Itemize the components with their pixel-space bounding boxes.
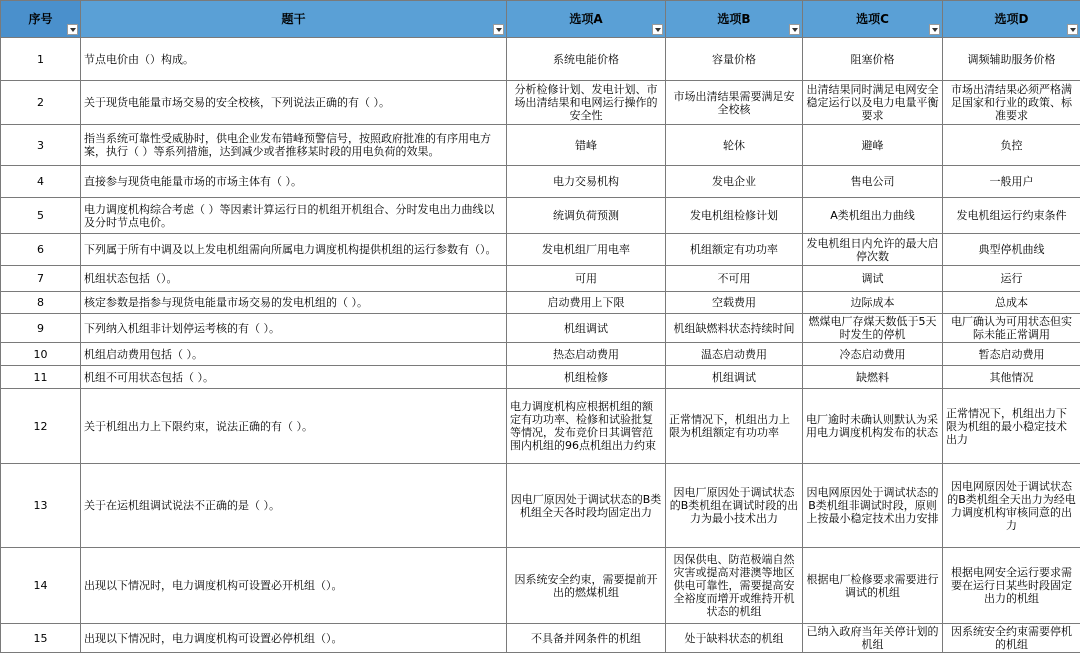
cell-no[interactable]: 2 (1, 81, 81, 125)
table-row (1, 81, 1080, 125)
cell-option-d[interactable]: 调频辅助服务价格 (943, 38, 1080, 81)
cell-option-c[interactable]: 出清结果同时满足电网安全稳定运行以及电力电量平衡要求 (803, 81, 943, 125)
header-label: 选项B (717, 11, 751, 26)
table-row (1, 292, 1080, 314)
cell-option-d[interactable]: 负控 (943, 125, 1080, 166)
cell-no[interactable]: 13 (1, 464, 81, 548)
cell-option-b[interactable]: 机组缺燃料状态持续时间 (666, 314, 803, 343)
cell-question[interactable]: 下列属于所有中调及以上发电机组需向所属电力调度机构提供机组的运行参数有（）。 (81, 234, 507, 266)
cell-option-d[interactable]: 其他情况 (943, 366, 1080, 389)
cell-option-b[interactable]: 不可用 (666, 266, 803, 292)
cell-option-d[interactable]: 电厂确认为可用状态但实际未能正常调用 (943, 314, 1080, 343)
cell-option-d[interactable]: 发电机组运行约束条件 (943, 198, 1080, 234)
cell-option-b[interactable]: 机组额定有功功率 (666, 234, 803, 266)
cell-option-a[interactable]: 启动费用上下限 (507, 292, 666, 314)
cell-option-d[interactable]: 典型停机曲线 (943, 234, 1080, 266)
table-row (1, 624, 1080, 653)
cell-option-a[interactable]: 发电机组厂用电率 (507, 234, 666, 266)
table-row (1, 125, 1080, 166)
cell-question[interactable]: 直接参与现货电能量市场的市场主体有（ ）。 (81, 166, 507, 198)
cell-option-c[interactable]: 因电网原因处于调试状态的B类机组非调试时段，原则上按最小稳定技术出力安排 (803, 464, 943, 548)
cell-no[interactable]: 6 (1, 234, 81, 266)
table-row (1, 166, 1080, 198)
filter-dropdown-icon[interactable] (929, 24, 940, 35)
header-option-b (666, 1, 803, 38)
cell-option-b[interactable]: 市场出清结果需要满足安全校核 (666, 81, 803, 125)
cell-option-b[interactable]: 发电机组检修计划 (666, 198, 803, 234)
cell-option-b[interactable]: 容量价格 (666, 38, 803, 81)
table-row (1, 266, 1080, 292)
cell-option-d[interactable]: 因电网原因处于调试状态的B类机组全天出力为经电力调度机构审核同意的出力 (943, 464, 1080, 548)
cell-option-c[interactable]: 避峰 (803, 125, 943, 166)
cell-option-d[interactable]: 市场出清结果必须严格满足国家和行业的政策、标准要求 (943, 81, 1080, 125)
cell-option-a[interactable]: 统调负荷预测 (507, 198, 666, 234)
cell-question[interactable]: 核定参数是指参与现货电能量市场交易的发电机组的（ ）。 (81, 292, 507, 314)
cell-option-b[interactable]: 机组调试 (666, 366, 803, 389)
cell-option-d[interactable]: 根据电网安全运行要求需要在运行日某些时段固定出力的机组 (943, 548, 1080, 624)
header-row (1, 1, 1080, 38)
cell-option-d[interactable]: 总成本 (943, 292, 1080, 314)
cell-option-c[interactable]: 根据电厂检修要求需要进行调试的机组 (803, 548, 943, 624)
cell-option-c[interactable]: 燃煤电厂存煤天数低于5天时发生的停机 (803, 314, 943, 343)
table-row (1, 198, 1080, 234)
header-label: 选项A (569, 11, 603, 26)
table-row (1, 389, 1080, 464)
cell-option-d[interactable]: 因系统安全约束需要停机的机组 (943, 624, 1080, 653)
cell-question[interactable]: 机组不可用状态包括（ ）。 (81, 366, 507, 389)
cell-option-a[interactable]: 分析检修计划、发电计划、市场出清结果和电网运行操作的安全性 (507, 81, 666, 125)
cell-no[interactable]: 5 (1, 198, 81, 234)
header-option-d (943, 1, 1080, 38)
table-row (1, 343, 1080, 366)
cell-question[interactable]: 指当系统可靠性受威胁时，供电企业发布错峰预警信号，按照政府批准的有序用电方案，执行（ ）等系列措施，达到减少或者推移某时段的用电负荷的效果。 (81, 125, 507, 166)
header-label: 序号 (28, 11, 53, 26)
table-row (1, 314, 1080, 343)
cell-question[interactable]: 出现以下情况时，电力调度机构可设置必开机组（）。 (81, 548, 507, 624)
cell-option-d[interactable]: 正常情况下，机组出力下限为机组的最小稳定技术出力 (943, 389, 1080, 464)
cell-no[interactable]: 1 (1, 38, 81, 81)
cell-option-a[interactable]: 不具备并网条件的机组 (507, 624, 666, 653)
cell-no[interactable]: 12 (1, 389, 81, 464)
filter-dropdown-icon[interactable] (67, 24, 78, 35)
cell-option-d[interactable]: 暂态启动费用 (943, 343, 1080, 366)
cell-option-b[interactable]: 因保供电、防范极端自然灾害或提高对港澳等地区供电可靠性，需要提高安全裕度而增开或维持开机状态的机组 (666, 548, 803, 624)
header-label: 题干 (281, 11, 306, 26)
cell-option-a[interactable]: 因电厂原因处于调试状态的B类机组全天各时段均固定出力 (507, 464, 666, 548)
header-label: 选项C (856, 11, 889, 26)
cell-no[interactable]: 8 (1, 292, 81, 314)
cell-option-c[interactable]: 边际成本 (803, 292, 943, 314)
cell-option-a[interactable]: 错峰 (507, 125, 666, 166)
cell-no[interactable]: 3 (1, 125, 81, 166)
cell-option-b[interactable]: 轮休 (666, 125, 803, 166)
cell-no[interactable]: 9 (1, 314, 81, 343)
cell-option-c[interactable]: 售电公司 (803, 166, 943, 198)
table-row (1, 548, 1080, 624)
cell-option-a[interactable]: 热态启动费用 (507, 343, 666, 366)
cell-option-a[interactable]: 电力调度机构应根据机组的额定有功功率、检修和试验批复等情况，发布竞价日其调管范围内机组的96点机组出力约束 (507, 389, 666, 464)
cell-question[interactable]: 关于现货电能量市场交易的安全校核，下列说法正确的有（ ）。 (81, 81, 507, 125)
cell-option-d[interactable]: 一般用户 (943, 166, 1080, 198)
header-option-c (803, 1, 943, 38)
cell-option-c[interactable]: 发电机组日内允许的最大启停次数 (803, 234, 943, 266)
cell-question[interactable]: 关于机组出力上下限约束，说法正确的有（ ）。 (81, 389, 507, 464)
cell-no[interactable]: 15 (1, 624, 81, 653)
cell-option-c[interactable]: 缺燃料 (803, 366, 943, 389)
cell-option-a[interactable]: 因系统安全约束，需要提前开出的燃煤机组 (507, 548, 666, 624)
cell-question[interactable]: 下列纳入机组非计划停运考核的有（ ）。 (81, 314, 507, 343)
cell-option-b[interactable]: 温态启动费用 (666, 343, 803, 366)
cell-no[interactable]: 10 (1, 343, 81, 366)
cell-question[interactable]: 节点电价由（）构成。 (81, 38, 507, 81)
table-row (1, 38, 1080, 81)
cell-option-a[interactable]: 机组调试 (507, 314, 666, 343)
header-question (81, 1, 507, 38)
cell-option-c[interactable]: 已纳入政府当年关停计划的机组 (803, 624, 943, 653)
cell-question[interactable]: 电力调度机构综合考虑（ ）等因素计算运行日的机组开机组合、分时发电出力曲线以及分时节点电价。 (81, 198, 507, 234)
header-option-a (507, 1, 666, 38)
table-row (1, 366, 1080, 389)
filter-dropdown-icon[interactable] (1067, 24, 1078, 35)
table-row (1, 464, 1080, 548)
cell-option-b[interactable]: 正常情况下，机组出力上限为机组额定有功功率 (666, 389, 803, 464)
cell-option-d[interactable]: 运行 (943, 266, 1080, 292)
cell-no[interactable]: 4 (1, 166, 81, 198)
cell-option-b[interactable]: 处于缺料状态的机组 (666, 624, 803, 653)
cell-option-c[interactable]: 调试 (803, 266, 943, 292)
cell-option-a[interactable]: 电力交易机构 (507, 166, 666, 198)
cell-option-a[interactable]: 系统电能价格 (507, 38, 666, 81)
cell-option-c[interactable]: A类机组出力曲线 (803, 198, 943, 234)
cell-question[interactable]: 机组启动费用包括（ ）。 (81, 343, 507, 366)
cell-question[interactable]: 机组状态包括（）。 (81, 266, 507, 292)
cell-option-b[interactable]: 发电企业 (666, 166, 803, 198)
header-no (1, 1, 81, 38)
cell-no[interactable]: 7 (1, 266, 81, 292)
cell-option-c[interactable]: 电厂逾时未确认则默认为采用电力调度机构发布的状态 (803, 389, 943, 464)
cell-option-b[interactable]: 因电厂原因处于调试状态的B类机组在调试时段的出力为最小技术出力 (666, 464, 803, 548)
cell-option-a[interactable]: 可用 (507, 266, 666, 292)
cell-option-c[interactable]: 阻塞价格 (803, 38, 943, 81)
cell-option-c[interactable]: 冷态启动费用 (803, 343, 943, 366)
cell-option-a[interactable]: 机组检修 (507, 366, 666, 389)
cell-no[interactable]: 14 (1, 548, 81, 624)
header-label: 选项D (994, 11, 1029, 26)
filter-dropdown-icon[interactable] (652, 24, 663, 35)
filter-dropdown-icon[interactable] (789, 24, 800, 35)
filter-dropdown-icon[interactable] (493, 24, 504, 35)
cell-question[interactable]: 出现以下情况时，电力调度机构可设置必停机组（）。 (81, 624, 507, 653)
table-row (1, 234, 1080, 266)
cell-option-b[interactable]: 空载费用 (666, 292, 803, 314)
cell-no[interactable]: 11 (1, 366, 81, 389)
cell-question[interactable]: 关于在运机组调试说法不正确的是（ ）。 (81, 464, 507, 548)
